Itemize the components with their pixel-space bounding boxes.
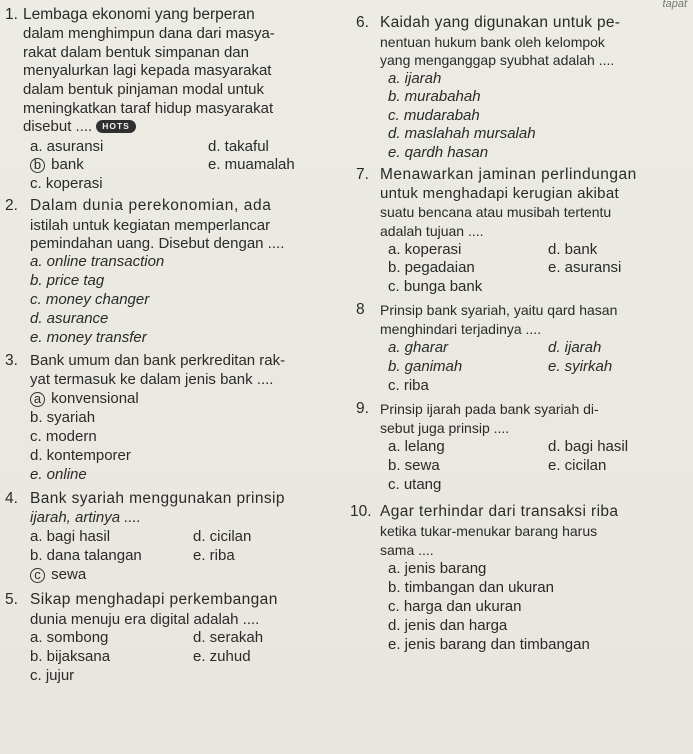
q5-line-2: dunia menuju era digital adalah .... bbox=[30, 611, 260, 628]
q8-line-2: menghindari terjadinya .... bbox=[380, 321, 542, 337]
q6-option-b[interactable]: b. murabahah bbox=[388, 88, 481, 105]
q8-option-a[interactable]: a. gharar bbox=[388, 339, 449, 356]
q10-option-b[interactable]: b. timbangan dan ukuran bbox=[388, 579, 554, 596]
q1-option-b[interactable]: b bank bbox=[30, 156, 84, 174]
q3-line-1: Bank umum dan bank perkreditan rak- bbox=[30, 352, 286, 369]
q2-line-3: pemindahan uang. Disebut dengan .... bbox=[30, 235, 285, 252]
q7-option-b[interactable]: b. pegadaian bbox=[388, 259, 475, 276]
q4-number: 4. bbox=[5, 490, 18, 507]
q2-option-c[interactable]: c. money changer bbox=[30, 291, 150, 308]
q1-line-7: disebut .... HOTS bbox=[23, 118, 136, 136]
q4-option-d[interactable]: d. cicilan bbox=[193, 528, 252, 545]
q1-option-a[interactable]: a. asuransi bbox=[30, 138, 104, 155]
q5-option-c[interactable]: c. jujur bbox=[30, 667, 75, 684]
q5-option-d[interactable]: d. serakah bbox=[193, 629, 264, 646]
q7-line-2: untuk menghadapi kerugian akibat bbox=[380, 185, 619, 202]
q8-option-b[interactable]: b. ganimah bbox=[388, 358, 463, 375]
q1-option-c[interactable]: c. koperasi bbox=[30, 175, 103, 192]
q10-option-c[interactable]: c. harga dan ukuran bbox=[388, 598, 522, 615]
q9-option-b[interactable]: b. sewa bbox=[388, 457, 440, 474]
q1-line-4: menyalurkan lagi kepada masyarakat bbox=[23, 62, 272, 79]
q5-line-1: Sikap menghadapi perkembangan bbox=[30, 591, 278, 608]
q8-line-1: Prinsip bank syariah, yaitu qard hasan bbox=[380, 302, 618, 318]
q9-option-c[interactable]: c. utang bbox=[388, 476, 442, 493]
q1-line-5: dalam bentuk pinjaman modal untuk bbox=[23, 81, 264, 98]
q4-option-a[interactable]: a. bagi hasil bbox=[30, 528, 111, 545]
q1-option-e[interactable]: e. muamalah bbox=[208, 156, 295, 173]
q1-line-6: meningkatkan taraf hidup masyarakat bbox=[23, 100, 274, 117]
q1-line-1: Lembaga ekonomi yang berperan bbox=[23, 6, 255, 23]
corner-text: tapat bbox=[662, 0, 687, 10]
q9-line-1: Prinsip ijarah pada bank syariah di- bbox=[380, 401, 599, 417]
q4-option-e[interactable]: e. riba bbox=[193, 547, 235, 564]
q2-line-2: istilah untuk kegiatan memperlancar bbox=[30, 217, 271, 234]
q8-option-c[interactable]: c. riba bbox=[388, 377, 429, 394]
q2-option-d[interactable]: d. asurance bbox=[30, 310, 109, 327]
q8-option-e[interactable]: e. syirkah bbox=[548, 358, 613, 375]
q1-line-3: rakat dalam bentuk simpanan dan bbox=[23, 44, 249, 61]
q2-number: 2. bbox=[5, 197, 18, 214]
q5-option-a[interactable]: a. sombong bbox=[30, 629, 109, 646]
q8-option-d[interactable]: d. ijarah bbox=[548, 339, 602, 356]
q5-number: 5. bbox=[5, 591, 18, 608]
q9-line-2: sebut juga prinsip .... bbox=[380, 420, 510, 436]
q6-option-c[interactable]: c. mudarabah bbox=[388, 107, 480, 124]
q4-line-2: ijarah, artinya .... bbox=[30, 509, 141, 526]
q9-option-d[interactable]: d. bagi hasil bbox=[548, 438, 629, 455]
q2-line-1: Dalam dunia perekonomian, ada bbox=[30, 197, 272, 214]
q7-number: 7. bbox=[356, 166, 369, 183]
q2-option-b[interactable]: b. price tag bbox=[30, 272, 105, 289]
hots-badge: HOTS bbox=[96, 120, 136, 133]
q6-line-2: nentuan hukum bank oleh kelompok bbox=[380, 34, 605, 50]
q4-line-1: Bank syariah menggunakan prinsip bbox=[30, 490, 285, 507]
q4-option-b[interactable]: b. dana talangan bbox=[30, 547, 142, 564]
q10-line-2: ketika tukar-menukar barang harus bbox=[380, 523, 598, 539]
q1-number: 1. bbox=[5, 6, 18, 23]
q8-number: 8 bbox=[356, 301, 365, 318]
q3-option-c[interactable]: c. modern bbox=[30, 428, 97, 445]
q6-option-e[interactable]: e. qardh hasan bbox=[388, 144, 489, 161]
q3-option-d[interactable]: d. kontemporer bbox=[30, 447, 131, 464]
q9-number: 9. bbox=[356, 400, 369, 417]
q10-option-e[interactable]: e. jenis barang dan timbangan bbox=[388, 636, 590, 653]
q3-option-b[interactable]: b. syariah bbox=[30, 409, 96, 426]
q7-option-d[interactable]: d. bank bbox=[548, 241, 598, 258]
q5-option-b[interactable]: b. bijaksana bbox=[30, 648, 111, 665]
q7-option-c[interactable]: c. bunga bank bbox=[388, 278, 483, 295]
q6-option-a[interactable]: a. ijarah bbox=[388, 70, 442, 87]
q1-option-d[interactable]: d. takaful bbox=[208, 138, 269, 155]
q6-line-3: yang menganggap syubhat adalah .... bbox=[380, 52, 615, 68]
q7-option-e[interactable]: e. asuransi bbox=[548, 259, 622, 276]
answer-mark: a bbox=[30, 392, 45, 407]
q6-number: 6. bbox=[356, 14, 369, 31]
q10-option-a[interactable]: a. jenis barang bbox=[388, 560, 487, 577]
q7-line-3: suatu bencana atau musibah tertentu bbox=[380, 204, 612, 220]
q9-option-e[interactable]: e. cicilan bbox=[548, 457, 607, 474]
q5-option-e[interactable]: e. zuhud bbox=[193, 648, 251, 665]
q10-number: 10. bbox=[350, 503, 372, 520]
q10-line-1: Agar terhindar dari transaksi riba bbox=[380, 503, 619, 520]
q7-option-a[interactable]: a. koperasi bbox=[388, 241, 462, 258]
q3-option-a[interactable]: a konvensional bbox=[30, 390, 139, 408]
q3-option-e[interactable]: e. online bbox=[30, 466, 87, 483]
q2-option-e[interactable]: e. money transfer bbox=[30, 329, 147, 346]
q3-number: 3. bbox=[5, 352, 18, 369]
q6-option-d[interactable]: d. maslahah mursalah bbox=[388, 125, 536, 142]
q6-line-1: Kaidah yang digunakan untuk pe- bbox=[380, 14, 621, 31]
q4-option-c[interactable]: c sewa bbox=[30, 566, 86, 584]
q1-line-2: dalam menghimpun dana dari masya- bbox=[23, 25, 275, 42]
q10-line-3: sama .... bbox=[380, 542, 434, 558]
q2-option-a[interactable]: a. online transaction bbox=[30, 253, 165, 270]
q9-option-a[interactable]: a. lelang bbox=[388, 438, 445, 455]
q10-option-d[interactable]: d. jenis dan harga bbox=[388, 617, 508, 634]
q3-line-2: yat termasuk ke dalam jenis bank .... bbox=[30, 371, 274, 388]
answer-mark: c bbox=[30, 568, 45, 583]
q7-line-4: adalah tujuan .... bbox=[380, 223, 484, 239]
answer-mark: b bbox=[30, 158, 45, 173]
q7-line-1: Menawarkan jaminan perlindungan bbox=[380, 166, 637, 183]
